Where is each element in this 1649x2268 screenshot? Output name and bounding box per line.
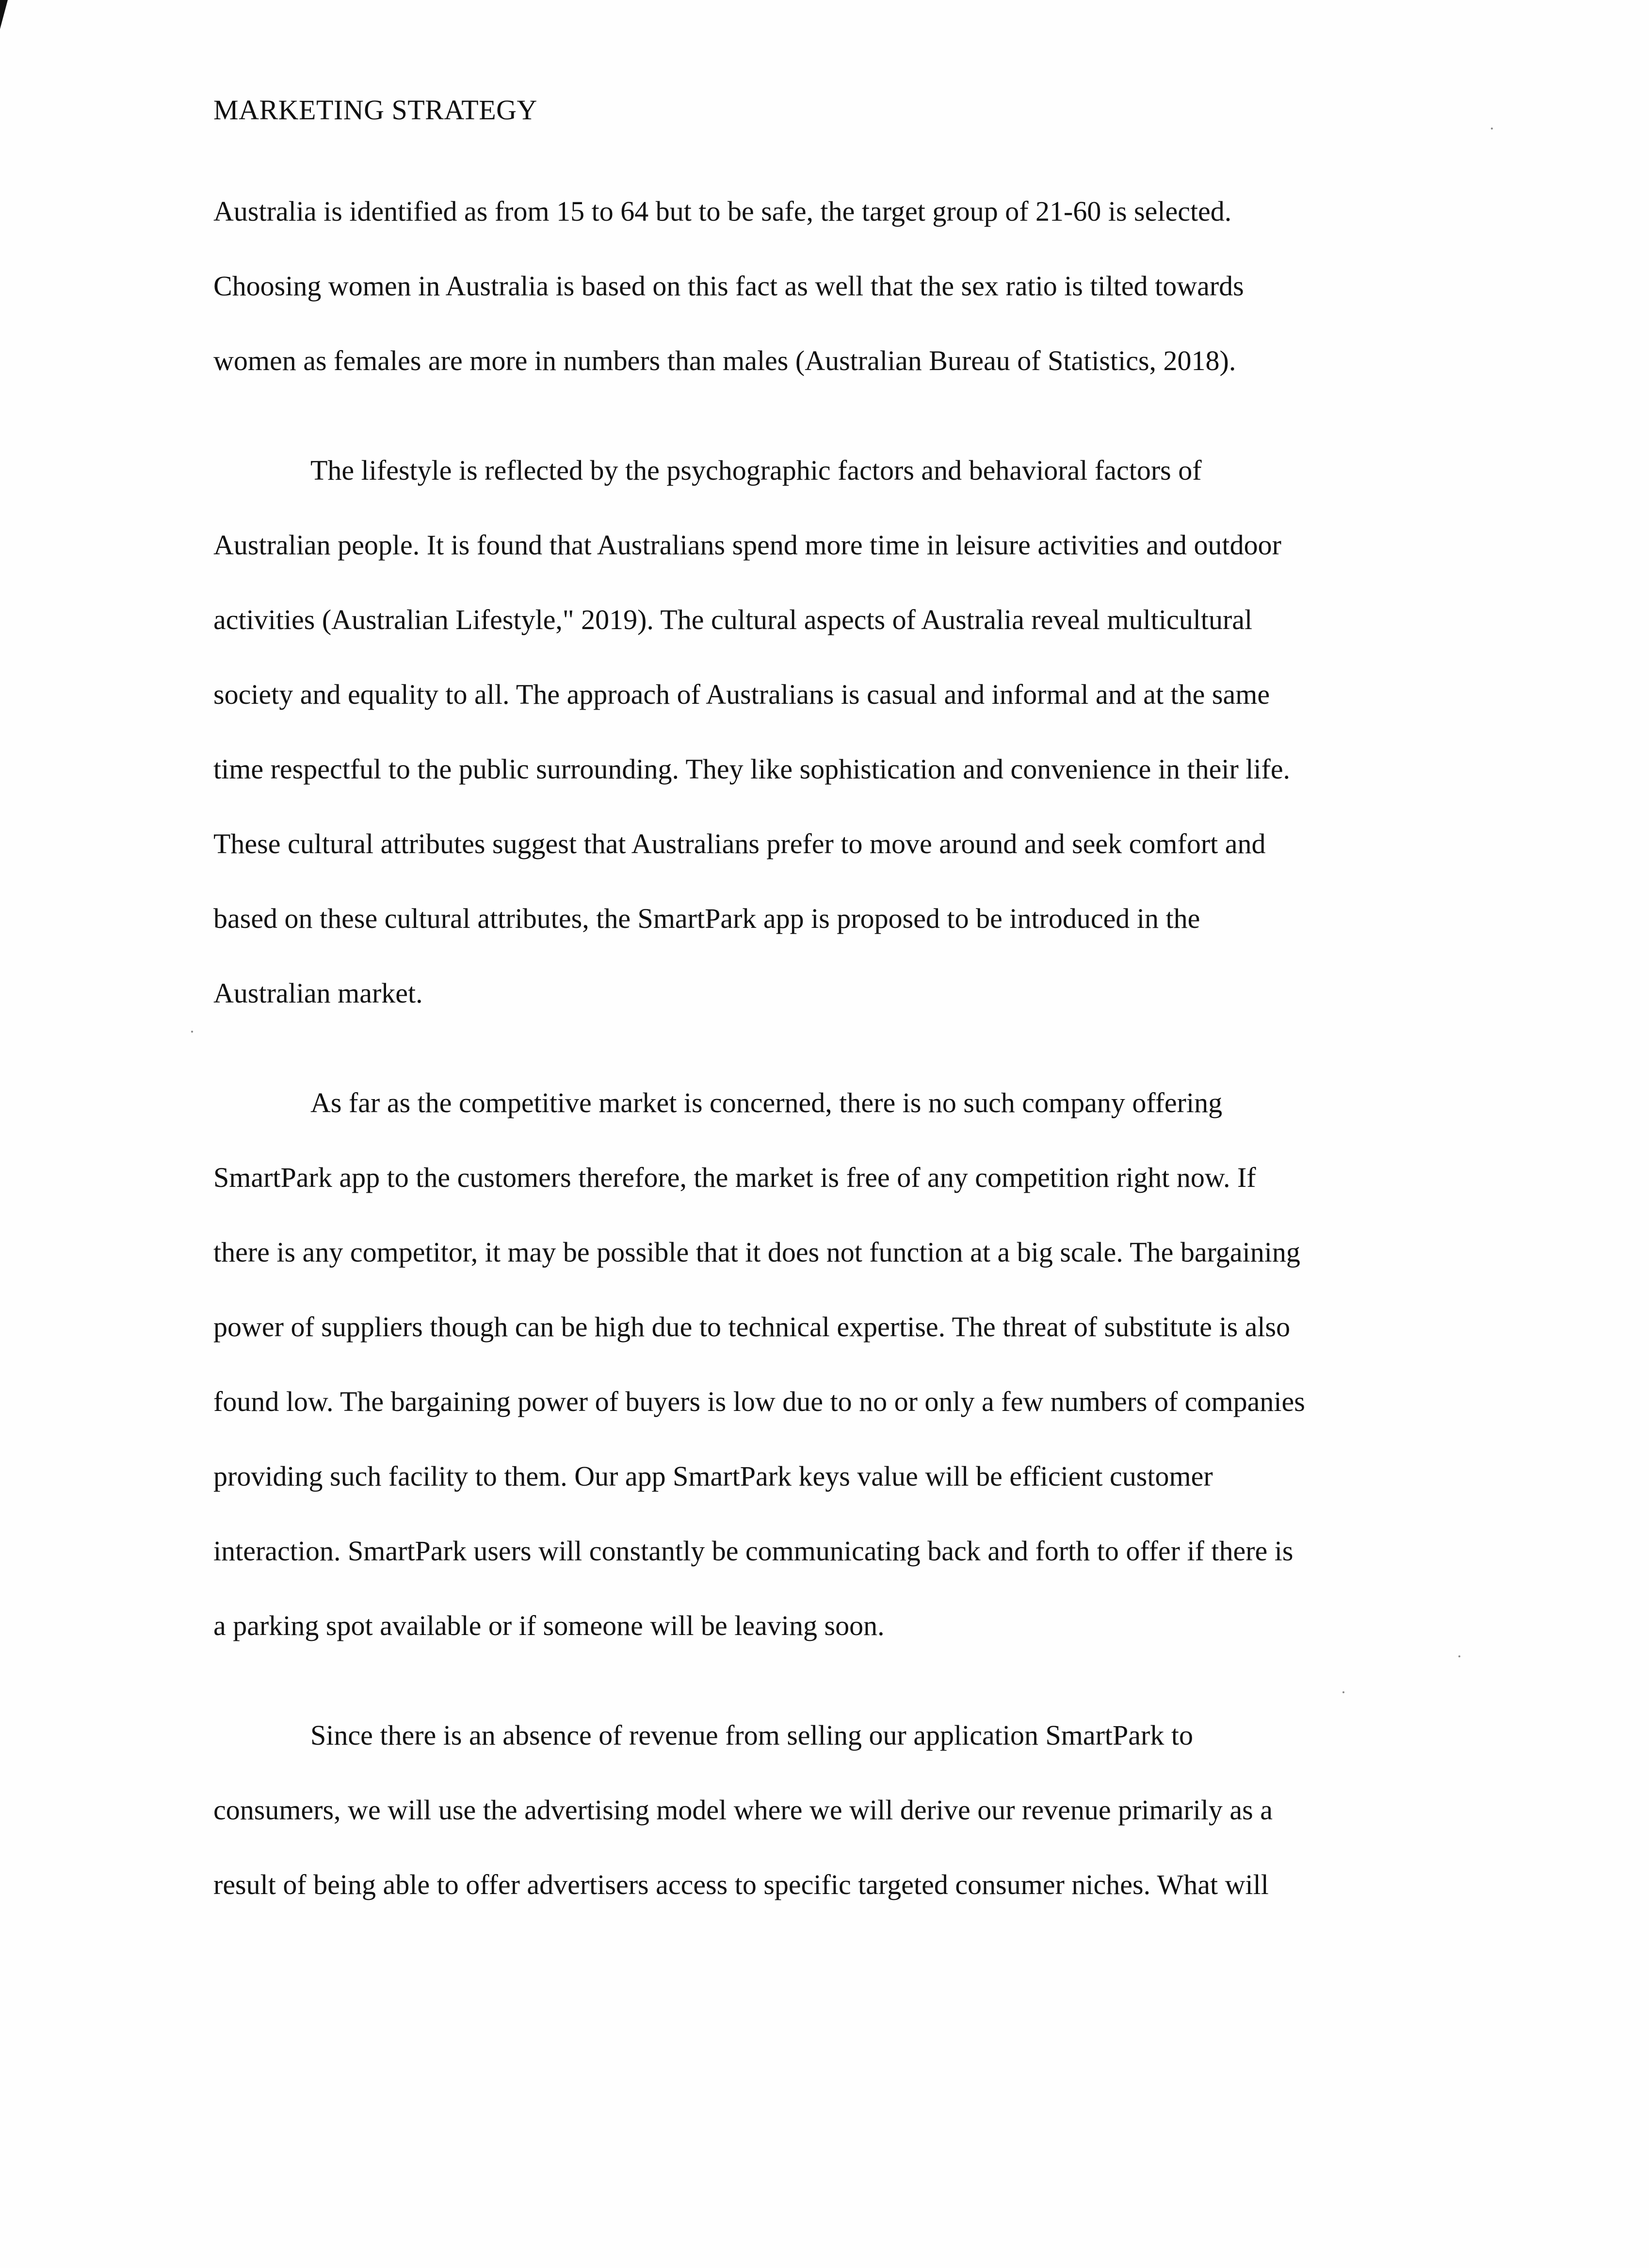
scan-speck	[191, 1031, 193, 1033]
paragraph-3-line-2: SmartPark app to the customers therefore, the market is free of any competition right now. If	[213, 1162, 1256, 1193]
paragraph-3-line-6: providing such facility to them. Our app SmartPark keys value will be efficient customer	[213, 1460, 1213, 1492]
paragraph-4-line-1: Since there is an absence of revenue from selling our application SmartPark to	[310, 1719, 1193, 1751]
paragraph-4-line-3: result of being able to offer advertisers access to specific targeted consumer niches. What will	[213, 1869, 1269, 1900]
paragraph-2-line-8: Australian market.	[213, 977, 423, 1009]
paragraph-4-line-2: consumers, we will use the advertising model where we will derive our revenue primarily as a	[213, 1794, 1273, 1826]
paragraph-3-line-7: interaction. SmartPark users will constantly be communicating back and forth to offer if there is	[213, 1535, 1293, 1567]
paragraph-3-line-4: power of suppliers though can be high due to technical expertise. The threat of substitute is also	[213, 1311, 1291, 1343]
paragraph-1-line-2: Choosing women in Australia is based on this fact as well that the sex ratio is tilted towards	[213, 270, 1244, 302]
scan-speck	[1458, 1655, 1460, 1657]
scan-speck	[1491, 128, 1493, 130]
scan-corner-mark	[0, 0, 8, 29]
paragraph-1-line-3: women as females are more in numbers than males (Australian Bureau of Statistics, 2018).	[213, 345, 1236, 376]
paragraph-2-line-4: society and equality to all. The approach of Australians is casual and informal and at the same	[213, 679, 1270, 710]
paragraph-2-line-5: time respectful to the public surrounding. They like sophistication and convenience in their life.	[213, 753, 1291, 785]
paragraph-3-line-8: a parking spot available or if someone will be leaving soon.	[213, 1610, 885, 1641]
page-header: MARKETING STRATEGY	[213, 94, 537, 126]
paragraph-2-line-7: based on these cultural attributes, the SmartPark app is proposed to be introduced in the	[213, 903, 1200, 934]
paragraph-2-line-3: activities (Australian Lifestyle," 2019). The cultural aspects of Australia reveal multicultural	[213, 604, 1253, 635]
paragraph-1-line-1: Australia is identified as from 15 to 64 but to be safe, the target group of 21-60 is selected.	[213, 195, 1232, 227]
paragraph-3-line-5: found low. The bargaining power of buyers is low due to no or only a few numbers of companies	[213, 1386, 1305, 1417]
paragraph-3-line-1: As far as the competitive market is concerned, there is no such company offering	[310, 1087, 1223, 1118]
paragraph-3-line-3: there is any competitor, it may be possible that it does not function at a big scale. The bargaining	[213, 1236, 1300, 1268]
paragraph-2-line-2: Australian people. It is found that Australians spend more time in leisure activities and outdoor	[213, 529, 1281, 561]
scan-speck	[1342, 1691, 1344, 1693]
paragraph-2-line-6: These cultural attributes suggest that Australians prefer to move around and seek comfort and	[213, 828, 1266, 859]
paragraph-2-line-1: The lifestyle is reflected by the psychographic factors and behavioral factors of	[310, 454, 1202, 486]
